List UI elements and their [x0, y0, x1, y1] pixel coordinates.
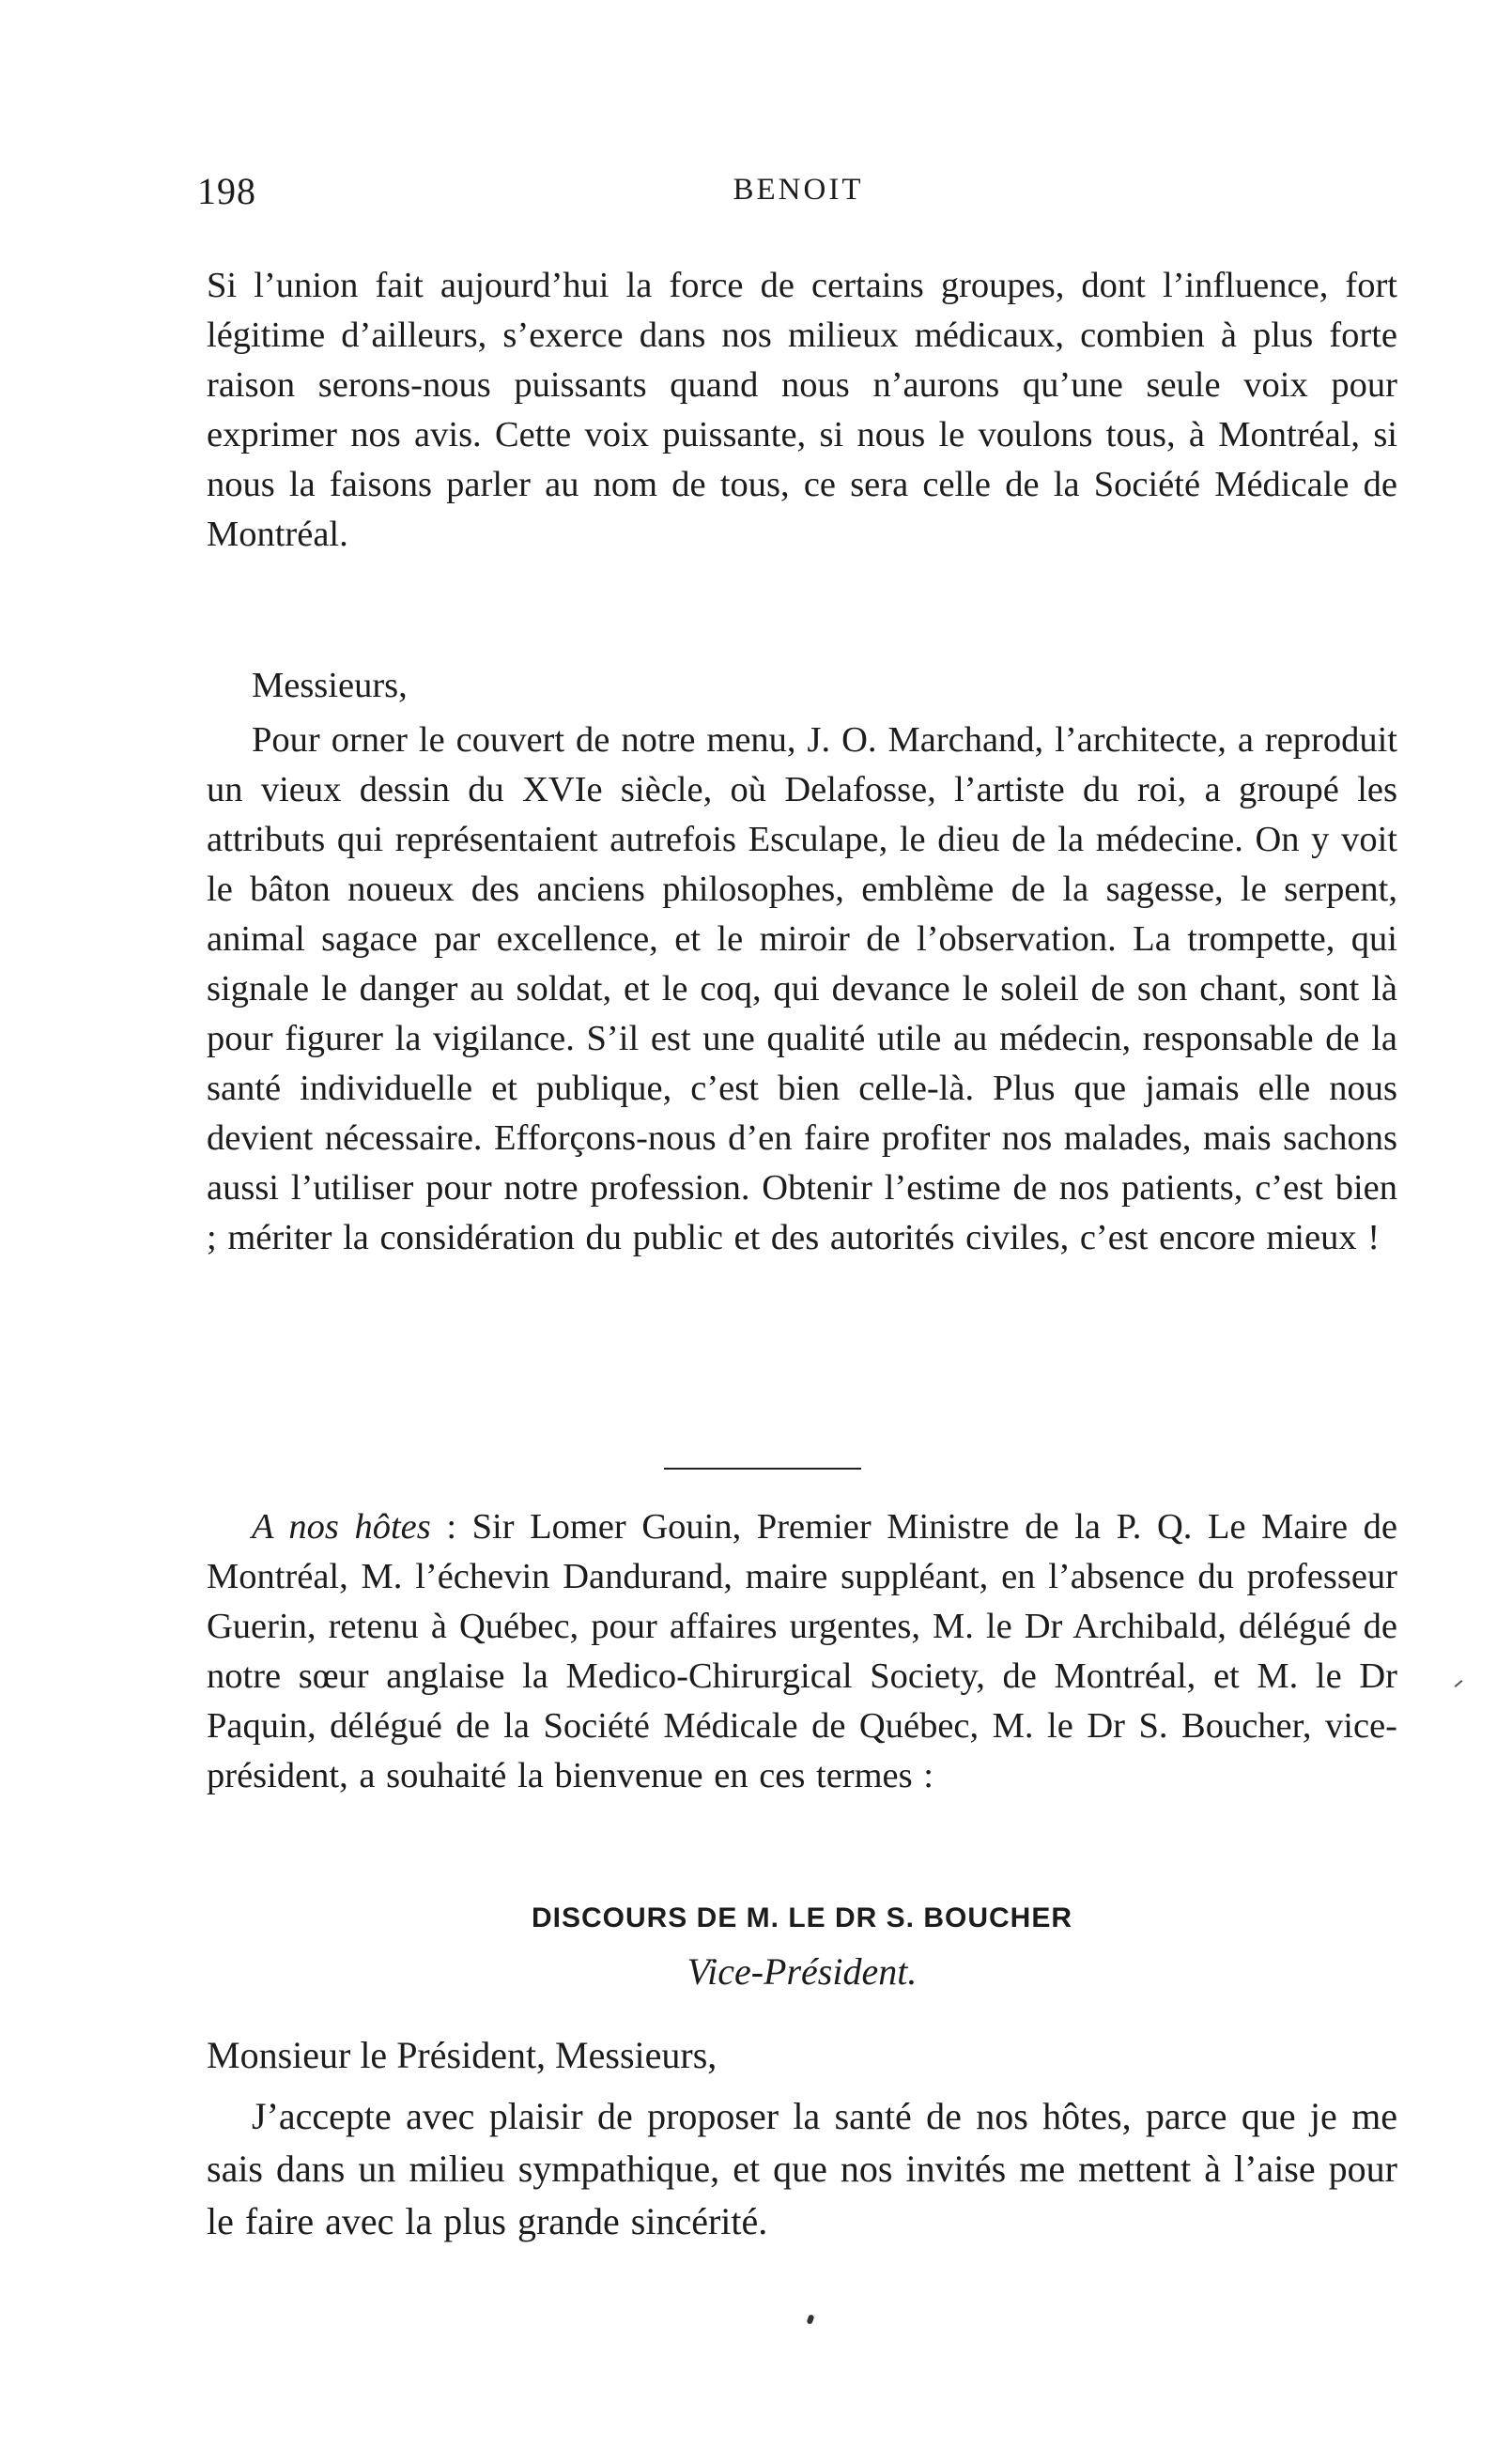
- paragraph-text: J’accepte avec plaisir de proposer la santé de nos hôtes, parce que je me sais dans un milieu sympathique, et que nos invités me mettent à l’aise pour le faire avec la plus grande sincérité.: [207, 2095, 1397, 2242]
- paragraph-lead: A nos hôtes: [252, 1507, 431, 1547]
- section-divider: [664, 1468, 861, 1470]
- paragraph-speech: [207, 2090, 1397, 2248]
- page-number: 198: [197, 170, 256, 212]
- ink-mark: [806, 2314, 814, 2324]
- paragraph-text: Si l’union fait aujourd’hui la force de certains groupes, dont l’influence, fort légitime d’ailleurs, s’exerce dans nos milieux médicaux, combien à plus forte raison serons-nous puissants quand nous n’aurons qu’une seule voix pour exprimer nos avis. Cette voix puissante, si nous le voulons tous, à Montréal, si nous la faisons parler au nom de tous, ce sera celle de la Société Médicale de Montréal.: [207, 266, 1397, 554]
- paragraph-union: [207, 261, 1397, 560]
- speech-title: DISCOURS DE M. LE DR S. BOUCHER: [531, 1902, 1073, 1933]
- running-head: BENOIT: [733, 173, 864, 207]
- salutation-president: Monsieur le Président, Messieurs,: [207, 2034, 717, 2076]
- paragraph-text: [207, 1502, 1397, 1801]
- page-header: [197, 169, 1399, 225]
- margin-mark: [1455, 1680, 1463, 1687]
- salutation-messieurs: Messieurs,: [252, 666, 408, 705]
- paragraph-text: Pour orner le couvert de notre menu, J. O. Marchand, l’architecte, a reproduit un vieux dessin du XVIe siècle, où Delafosse, l’artiste du roi, a groupé les attributs qui représentaient autrefois Esculape, le dieu de la médecine. On y voit le bâton noueux des anciens philosophes, emblème de la sagesse, le serpent, animal sagace par excellence, et le miroir de l’observation. La trompette, qui signale le danger au soldat, et le coq, qui devance le soleil de son chant, sont là pour figurer la vigilance. S’il est une qualité utile au médecin, responsable de la santé individuelle et publique, c’est bien celle-là. Plus que jamais elle nous devient nécessaire. Efforçons-nous d’en faire profiter nos malades, mais sachons aussi l’utiliser pour notre profession. Obtenir l’estime de nos patients, c’est bien ; mériter la considération du public et des autorités civiles, c’est encore mieux !: [207, 720, 1397, 1257]
- paragraph-menu: [207, 716, 1397, 1263]
- paragraph-hotes: [207, 1502, 1397, 1801]
- speech-subtitle: Vice-Président.: [687, 1950, 918, 1993]
- paragraph-body: : Sir Lomer Gouin, Premier Ministre de la P. Q. Le Maire de Montréal, M. l’échevin Dandurand, maire suppléant, en l’absence du professeur Guerin, retenu à Québec, pour affaires urgentes, M. le Dr Archibald, délégué de notre sœur anglaise la Medico-Chirurgical Society, de Montréal, et M. le Dr Paquin, délégué de la Société Médicale de Québec, M. le Dr S. Boucher, vice-président, a souhaité la bienvenue en ces termes :: [207, 1507, 1397, 1795]
